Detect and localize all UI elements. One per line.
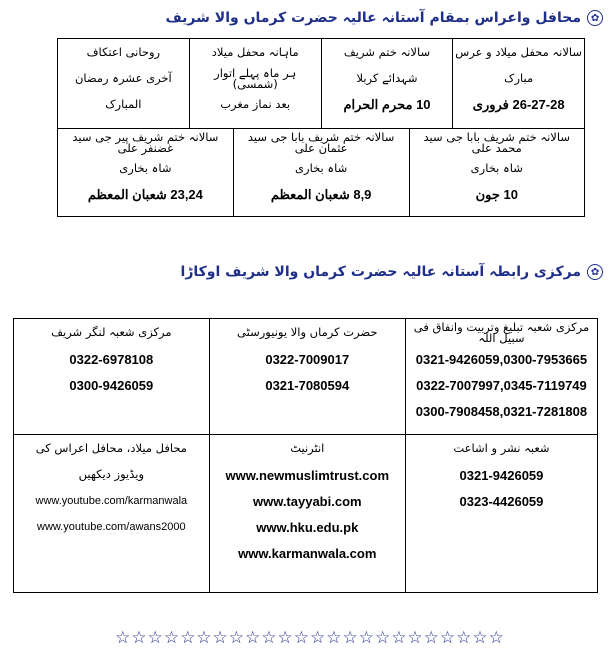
contacts-table xyxy=(13,318,598,593)
contact-phone: 0300-9426059 xyxy=(69,377,154,393)
events-heading-text: محافل واعراس بمقام آستانہ عالیہ حضرت کرماں والا شریف xyxy=(165,10,581,26)
contact-title: حضرت کرماں والا یونیورسٹی xyxy=(237,325,378,340)
event-line: روحانی اعتکاف xyxy=(86,45,161,60)
video-link[interactable]: www.youtube.com/karmanwala xyxy=(35,495,188,507)
event-line: سالانہ محفل میلاد و عرس xyxy=(455,45,583,60)
event-line: سالانہ ختم شریف بابا جی سید عثمان علی xyxy=(247,129,395,155)
event-cell xyxy=(321,39,453,129)
event-date: 26-27-28 فروری xyxy=(472,97,565,112)
stars-divider: ☆☆☆☆☆☆☆☆☆☆☆☆☆☆☆☆☆☆☆☆☆☆☆☆ xyxy=(115,628,505,648)
event-line: بعد نماز مغرب xyxy=(220,97,291,112)
contact-phone: 0321-9426059 xyxy=(459,467,544,483)
event-cell xyxy=(233,129,409,217)
event-line: شاہ بخاری xyxy=(119,161,172,176)
event-line: مبارک xyxy=(504,71,534,86)
event-date: 10 جون xyxy=(475,187,518,202)
contact-subtitle: ویڈیوز دیکھیں xyxy=(78,467,144,482)
website-link[interactable]: www.hku.edu.pk xyxy=(256,519,359,535)
contact-title: شعبہ نشر و اشاعت xyxy=(453,441,550,456)
event-date: 23,24 شعبان المعظم xyxy=(87,187,203,202)
website-link[interactable]: www.karmanwala.com xyxy=(238,545,377,561)
video-link[interactable]: www.youtube.com/awans2000 xyxy=(37,521,186,533)
event-line: شہدائے کربلا xyxy=(356,71,418,86)
contact-cell xyxy=(405,319,597,435)
contact-phone: 0322-7009017 xyxy=(265,351,350,367)
contact-cell xyxy=(209,319,405,435)
website-link[interactable]: www.newmuslimtrust.com xyxy=(225,467,390,483)
contacts-heading xyxy=(181,264,603,280)
event-date: 8,9 شعبان المعظم xyxy=(270,187,372,202)
event-date: 10 محرم الحرام xyxy=(343,97,431,112)
contact-cell xyxy=(405,435,597,593)
contact-phone: 0322-7007997,0345-7119749 xyxy=(416,377,587,393)
contact-phone: 0300-7908458,0321-7281808 xyxy=(415,403,588,419)
event-line: سالانہ ختم شریف پیر جی سید غضنفر علی xyxy=(72,129,219,155)
flower-icon: ✿ xyxy=(587,10,603,26)
event-line: المبارک xyxy=(105,97,142,112)
contact-cell xyxy=(14,435,210,593)
event-line: ہر ماہ پہلے اتوار (شمسی) xyxy=(214,65,297,91)
contact-phone: 0322-6978108 xyxy=(69,351,154,367)
contacts-heading-text: مرکزی رابطہ آستانہ عالیہ حضرت کرماں والا شریف اوکاڑا xyxy=(180,264,581,280)
events-table xyxy=(57,38,585,129)
contact-cell xyxy=(209,435,405,593)
event-line: آخری عشرہ رمضان xyxy=(74,71,172,86)
website-link[interactable]: www.tayyabi.com xyxy=(252,493,362,509)
contact-phone: 0321-9426059,0300-7953665 xyxy=(415,351,588,367)
event-line: شاہ بخاری xyxy=(470,161,523,176)
events-table-row2 xyxy=(57,128,585,217)
contact-title: مرکزی شعبہ تبلیغ وتربیت وانفاق فی سبیل اللہ xyxy=(413,319,590,345)
event-cell xyxy=(58,129,234,217)
contact-phone: 0321-7080594 xyxy=(265,377,350,393)
event-cell xyxy=(58,39,190,129)
flower-icon: ✿ xyxy=(587,264,603,280)
contact-title: مرکزی شعبہ لنگر شریف xyxy=(51,325,172,340)
contact-title: انٹرنیٹ xyxy=(290,441,325,456)
contact-title: محافل میلاد، محافل اعراس کی xyxy=(35,441,187,456)
contact-cell xyxy=(14,319,210,435)
event-line: سالانہ ختم شریف بابا جی سید محمد علی xyxy=(423,129,570,155)
event-cell xyxy=(189,39,321,129)
event-line: ماہانہ محفل میلاد xyxy=(211,45,299,60)
event-cell xyxy=(409,129,585,217)
event-line: شاہ بخاری xyxy=(295,161,348,176)
event-cell xyxy=(453,39,585,129)
event-line: سالانہ ختم شریف xyxy=(343,45,431,60)
contact-phone: 0323-4426059 xyxy=(459,493,544,509)
events-heading xyxy=(165,10,603,26)
